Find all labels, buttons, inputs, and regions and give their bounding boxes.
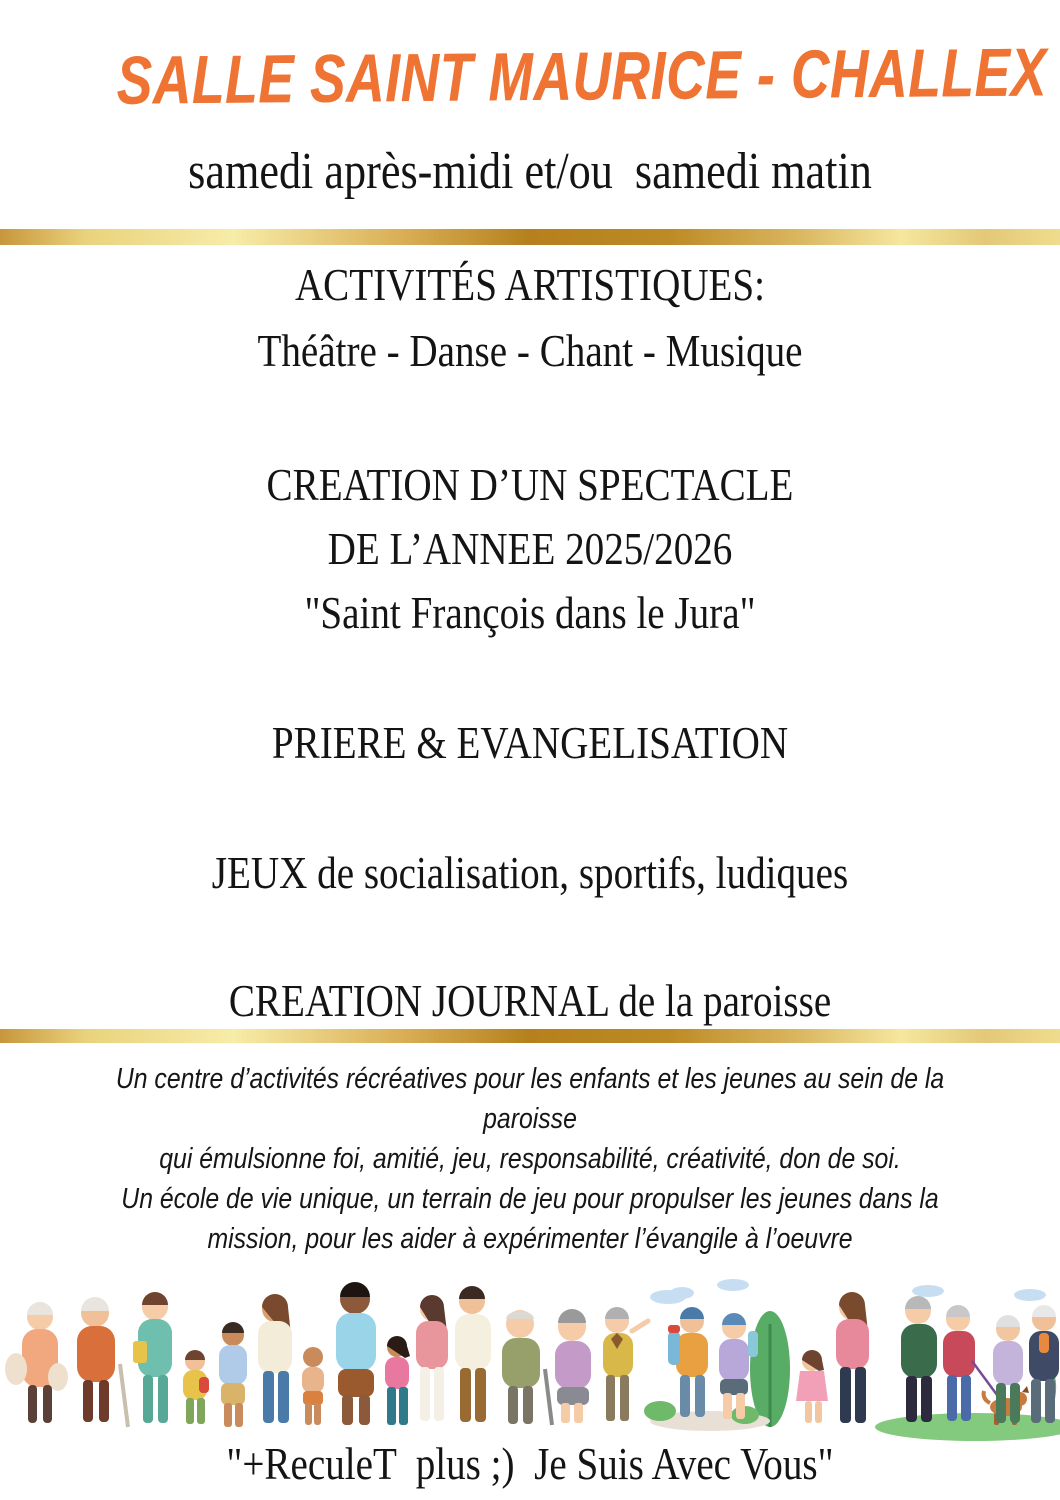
artistic-activities-items: Théâtre - Danse - Chant - Musique — [257, 325, 803, 376]
description-line: qui émulsionne foi, amitié, jeu, responsabilité, créativité, don de soi. — [159, 1143, 901, 1175]
young-couple-icon — [416, 1286, 491, 1422]
journal-heading: CREATION JOURNAL de la paroisse — [228, 975, 832, 1026]
description-line: Un école de vie unique, un terrain de jeu pour propulser les jeunes dans la — [121, 1183, 939, 1215]
spectacle-heading-line1: CREATION D’UN SPECTACLE — [266, 459, 794, 510]
gold-divider-top — [0, 229, 1060, 245]
caregiver-and-child-icon — [133, 1292, 209, 1424]
family-group-icon — [219, 1282, 410, 1427]
spectacle-heading-line2: DE L’ANNEE 2025/2026 — [327, 523, 733, 574]
artistic-activities-heading: ACTIVITÉS ARTISTIQUES: — [294, 259, 766, 310]
elderly-friends-icon — [502, 1307, 648, 1425]
description-paragraph — [0, 1059, 1060, 1259]
elderly-couple-icon — [5, 1297, 128, 1427]
spectacle-show-title: "Saint François dans le Jura" — [304, 587, 756, 638]
mother-and-daughter-icon — [796, 1292, 869, 1423]
description-line: Un centre d’activités récréatives pour les enfants et les jeunes au sein de la — [115, 1063, 945, 1095]
description-line: paroisse — [483, 1103, 577, 1135]
description-line: mission, pour les aider à expérimenter l’évangile à l’oeuvre — [207, 1223, 853, 1255]
gold-divider-bottom — [0, 1029, 1060, 1043]
seniors-walking-dog-icon — [875, 1285, 1060, 1441]
schedule-subtitle: samedi après-midi et/ou samedi matin — [188, 143, 872, 200]
diverse-people-walking-illustration — [0, 1269, 1060, 1444]
page-title: SALLE SAINT MAURICE - CHALLEX — [116, 34, 1047, 119]
footer-quote: "+ReculeT plus ;) Je Suis Avec Vous" — [226, 1438, 834, 1489]
hikers-group-icon — [644, 1279, 790, 1431]
games-heading: JEUX de socialisation, sportifs, ludiques — [211, 847, 849, 898]
prayer-evangelisation-heading: PRIERE & EVANGELISATION — [271, 717, 789, 768]
